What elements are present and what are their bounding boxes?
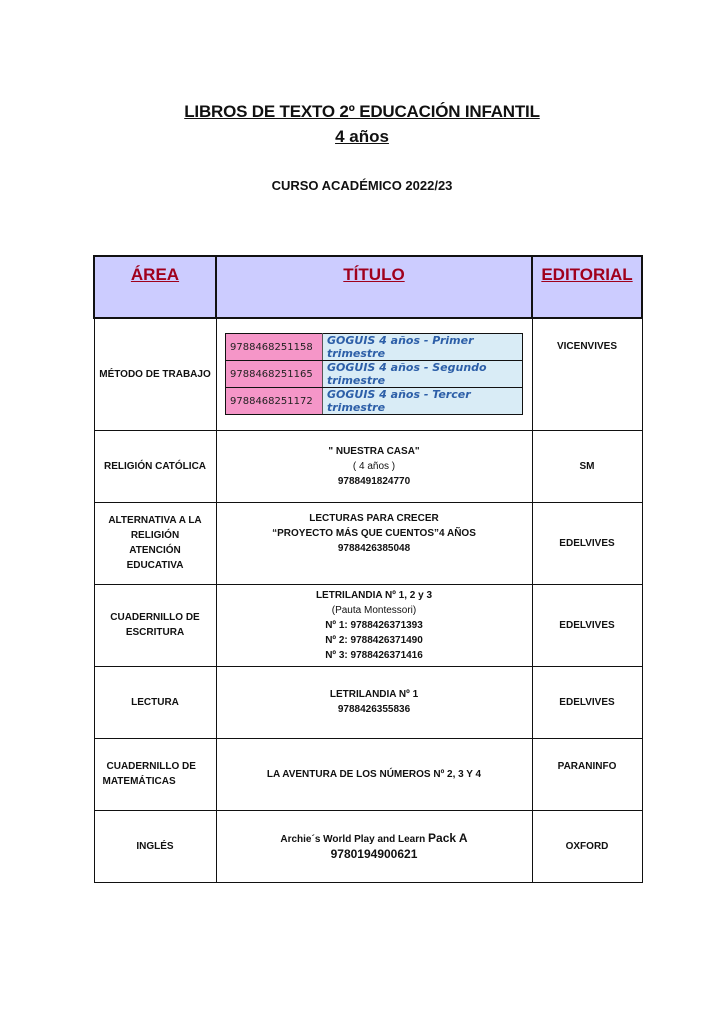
area-cell: [94, 738, 216, 810]
area-cell: LECTURA: [94, 666, 216, 738]
area-cell: INGLÉS: [94, 810, 216, 882]
titulo-line: LA AVENTURA DE LOS NÚMEROS Nº 2, 3 Y 4: [266, 768, 482, 780]
area-cell: [94, 584, 216, 666]
isbn: 9780194900621: [330, 846, 418, 861]
table-row: [94, 666, 642, 738]
table-header-row: [94, 256, 642, 318]
book-name: GOGUIS 4 años - Segundo trimestre: [323, 361, 523, 388]
isbn: 9788491824770: [337, 475, 411, 487]
titulo-cell: [216, 502, 532, 584]
editorial-cell: SM: [532, 430, 642, 502]
titulo-line: [221, 831, 528, 847]
area-line: CUADERNILLO DE: [106, 761, 196, 772]
area-line: ESCRITURA: [125, 627, 185, 638]
table-row: [94, 738, 642, 810]
isbn: Nº 1: 9788426371393: [325, 619, 423, 631]
isbn: 9788468251165: [226, 361, 323, 388]
titulo-cell: [216, 738, 532, 810]
area-line: RELIGIÓN: [130, 530, 180, 541]
header-area: ÁREA: [94, 256, 216, 318]
area-cell: MÉTODO DE TRABAJO: [94, 318, 216, 430]
table-row: [94, 502, 642, 584]
area-line: MATEMÁTICAS: [102, 776, 176, 787]
editorial-cell: VICENVIVES: [532, 318, 642, 430]
book-name: GOGUIS 4 años - Tercer trimestre: [323, 388, 523, 415]
titulo-cell: [216, 810, 532, 882]
editorial-cell: PARANINFO: [532, 738, 642, 810]
titulo-cell: [216, 584, 532, 666]
area-cell: RELIGIÓN CATÓLICA: [94, 430, 216, 502]
titulo-line: (Pauta Montessori): [331, 604, 417, 616]
table-row: [94, 318, 642, 430]
isbn: 9788426385048: [337, 542, 411, 554]
titulo-cell: [216, 430, 532, 502]
titulo-line: “PROYECTO MÁS QUE CUENTOS”4 AÑOS: [272, 527, 476, 539]
book-name: GOGUIS 4 años - Primer trimestre: [323, 334, 523, 361]
editorial-cell: EDELVIVES: [532, 502, 642, 584]
isbn: 9788468251172: [226, 388, 323, 415]
area-line: ALTERNATIVA A LA: [108, 515, 202, 526]
goguis-row: [226, 334, 523, 361]
titulo-line: LETRILANDIA Nº 1: [329, 689, 419, 700]
titulo-cell: [216, 318, 532, 430]
table-row: [94, 584, 642, 666]
goguis-list: [225, 333, 523, 415]
table-row: [94, 430, 642, 502]
area-line: CUADERNILLO DE: [110, 612, 200, 623]
titulo-line: ( 4 años ): [352, 460, 396, 472]
goguis-row: [226, 388, 523, 415]
book-title: Archie´s World Play and Learn: [280, 833, 429, 845]
titulo-cell: [216, 666, 532, 738]
titulo-line: LETRILANDIA Nº 1, 2 y 3: [315, 589, 433, 601]
isbn: 9788468251158: [226, 334, 323, 361]
document-title: LIBROS DE TEXTO 2º EDUCACIÓN INFANTIL: [184, 102, 540, 121]
isbn: Nº 2: 9788426371490: [325, 634, 423, 646]
header-editorial: EDITORIAL: [532, 256, 642, 318]
pack-label: Pack A: [428, 830, 468, 845]
titulo-line: " NUESTRA CASA": [328, 445, 420, 457]
textbook-table: [93, 255, 643, 883]
document-subtitle-age: 4 años: [335, 127, 389, 146]
isbn: Nº 3: 9788426371416: [325, 649, 423, 661]
editorial-cell: EDELVIVES: [532, 666, 642, 738]
goguis-row: [226, 361, 523, 388]
editorial-cell: OXFORD: [532, 810, 642, 882]
area-line: EDUCATIVA: [126, 560, 184, 571]
header-titulo: TÍTULO: [216, 256, 532, 318]
editorial-cell: EDELVIVES: [532, 584, 642, 666]
area-line: ATENCIÓN: [129, 545, 181, 556]
isbn: 9788426355836: [337, 704, 411, 715]
area-cell: [94, 502, 216, 584]
titulo-line: LECTURAS PARA CRECER: [309, 512, 439, 524]
academic-year: CURSO ACADÉMICO 2022/23: [271, 178, 453, 193]
table-row: [94, 810, 642, 882]
